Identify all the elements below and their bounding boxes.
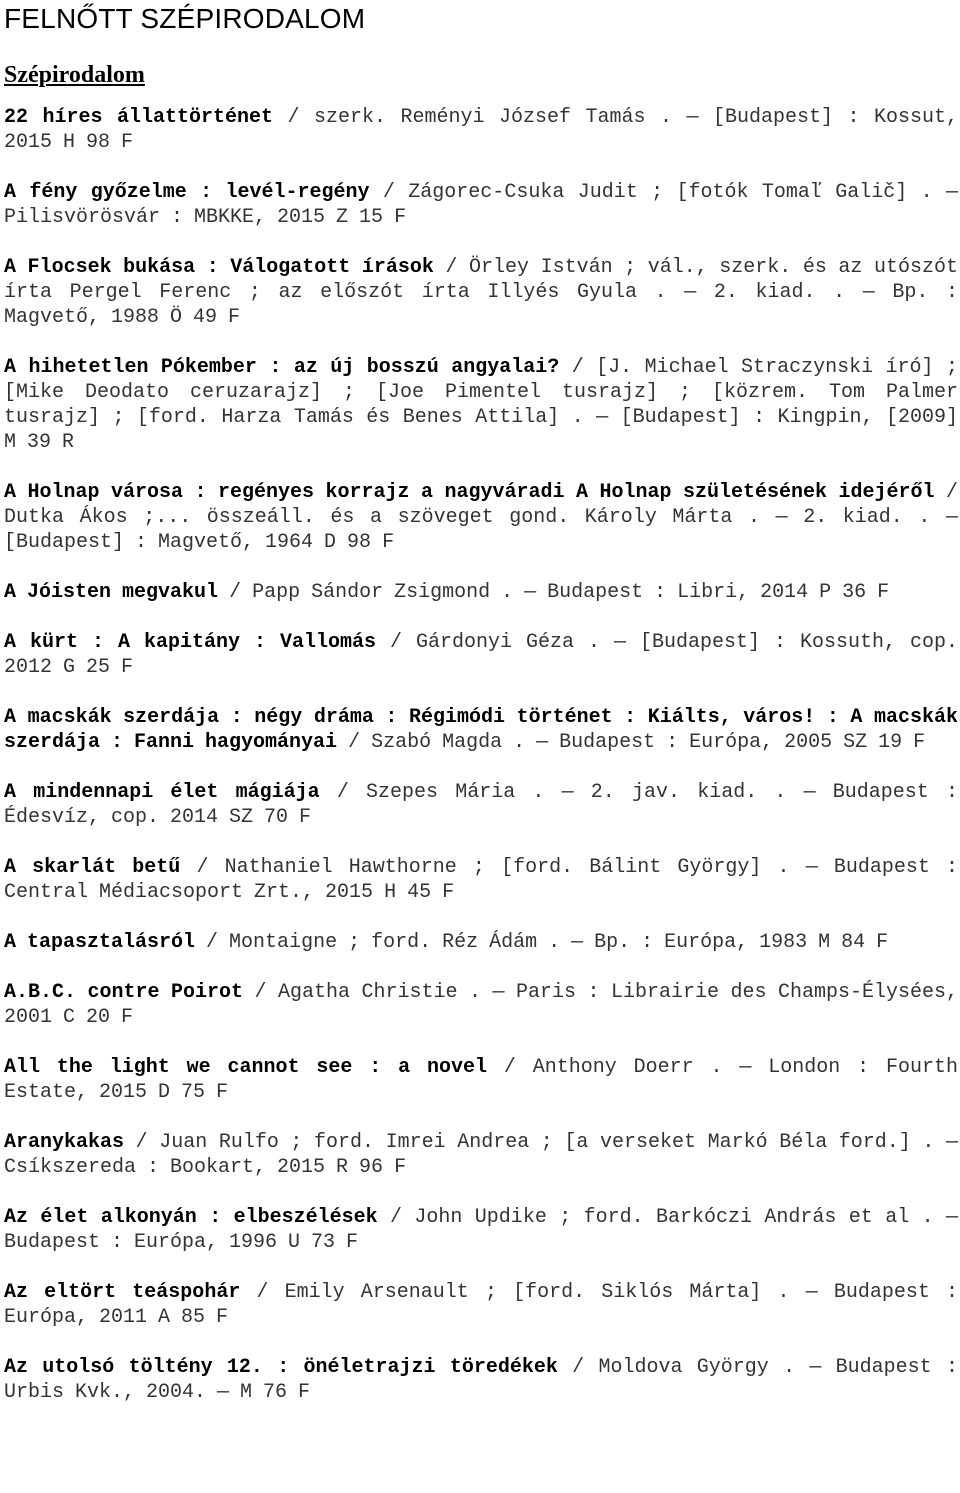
list-item	[4, 180, 958, 230]
entry-title: Az élet alkonyán : elbeszélések	[4, 1206, 378, 1229]
entry-details: / Emily Arsenault ; [ford. Siklós Márta] . — Budapest : Európa, 2011 A 85 F	[4, 1281, 958, 1329]
entry-details: / Montaigne ; ford. Réz Ádám . — Bp. : Európa, 1983 M 84 F	[206, 931, 889, 954]
entry-title: A mindennapi élet mágiája	[4, 781, 320, 804]
entry-details: / Agatha Christie . — Paris : Librairie des Champs-Élysées, 2001 C 20 F	[4, 981, 958, 1029]
entry-details: / Papp Sándor Zsigmond . — Budapest : Libri, 2014 P 36 F	[229, 581, 890, 604]
list-item	[4, 855, 958, 905]
entry-title: A macskák szerdája : négy dráma : Régimódi történet : Kiálts, város! : A macskák szerdája : Fanni hagyományai	[4, 706, 958, 754]
entry-title: All the light we cannot see : a novel	[4, 1056, 487, 1079]
list-item	[4, 255, 958, 330]
entry-details: / Örley István ; vál., szerk. és az utószót írta Pergel Ferenc ; az előszót írta Illyés Gyula . — 2. kiad. . — Bp. : Magvető, 1988 Ö 49 F	[4, 256, 958, 329]
entry-details: / Anthony Doerr . — London : Fourth Estate, 2015 D 75 F	[4, 1056, 958, 1104]
list-item	[4, 980, 958, 1030]
entry-details: / Juan Rulfo ; ford. Imrei Andrea ; [a verseket Markó Béla ford.] . — Csíkszereda : Bookart, 2015 R 96 F	[4, 1131, 958, 1179]
entry-details: / Moldova György . — Budapest : Urbis Kvk., 2004. — M 76 F	[4, 1356, 958, 1404]
list-item	[4, 480, 958, 555]
section-heading: Szépirodalom	[4, 62, 145, 88]
entry-title: A kürt : A kapitány : Vallomás	[4, 631, 376, 654]
list-item	[4, 105, 958, 155]
entry-title: A Jóisten megvakul	[4, 581, 219, 604]
list-item	[4, 930, 958, 955]
entry-details: / Dutka Ákos ;... összeáll. és a szöveget gond. Károly Márta . — 2. kiad. . — [Budapest] : Magvető, 1964 D 98 F	[4, 481, 958, 554]
list-item	[4, 580, 958, 605]
entry-details: / Szabó Magda . — Budapest : Európa, 2005 SZ 19 F	[348, 731, 926, 754]
entry-title: 22 híres állattörténet	[4, 106, 274, 129]
entry-list	[4, 105, 958, 1405]
catalog-page	[4, 0, 958, 1430]
entry-details: / Zágorec-Csuka Judit ; [fotók Tomaľ Galič] . — Pilisvörösvár : MBKKE, 2015 Z 15 F	[4, 181, 958, 229]
entry-details: / Szepes Mária . — 2. jav. kiad. . — Budapest : Édesvíz, cop. 2014 SZ 70 F	[4, 781, 958, 829]
entry-title: A.B.C. contre Poirot	[4, 981, 244, 1004]
entry-title: A fény győzelme : levél-regény	[4, 181, 370, 204]
page-title: FELNŐTT SZÉPIRODALOM	[4, 3, 366, 34]
list-item	[4, 1280, 958, 1330]
list-item	[4, 1355, 958, 1405]
list-item	[4, 780, 958, 830]
entry-details: / Gárdonyi Géza . — [Budapest] : Kossuth, cop. 2012 G 25 F	[4, 631, 958, 679]
entry-details: / szerk. Reményi József Tamás . — [Budapest] : Kossut, 2015 H 98 F	[4, 106, 958, 154]
entry-title: Aranykakas	[4, 1131, 125, 1154]
entry-details: / Nathaniel Hawthorne ; [ford. Bálint György] . — Budapest : Central Médiacsoport Zrt., 2015 H 45 F	[4, 856, 958, 904]
entry-title: A hihetetlen Pókember : az új bosszú angyalai?	[4, 356, 560, 379]
list-item	[4, 1205, 958, 1255]
list-item	[4, 705, 958, 755]
list-item	[4, 630, 958, 680]
entry-title: Az eltört teáspohár	[4, 1281, 241, 1304]
entry-title: A tapasztalásról	[4, 931, 196, 954]
entry-title: A Holnap városa : regényes korrajz a nagyváradi A Holnap születésének idejéről	[4, 481, 935, 504]
list-item	[4, 355, 958, 455]
entry-details: / [J. Michael Straczynski író] ; [Mike Deodato ceruzarajz] ; [Joe Pimentel tusrajz] ; [közrem. Tom Palmer tusrajz] ; [ford. Harza Tamás és Benes Attila] . — [Budapest] : Kingpin, [2009] M 39 R	[4, 356, 958, 454]
list-item	[4, 1130, 958, 1180]
entry-title: A Flocsek bukása : Válogatott írások	[4, 256, 434, 279]
list-item	[4, 1055, 958, 1105]
entry-details: / John Updike ; ford. Barkóczi András et al . — Budapest : Európa, 1996 U 73 F	[4, 1206, 958, 1254]
entry-title: Az utolsó töltény 12. : önéletrajzi töredékek	[4, 1356, 558, 1379]
entry-title: A skarlát betű	[4, 856, 181, 879]
